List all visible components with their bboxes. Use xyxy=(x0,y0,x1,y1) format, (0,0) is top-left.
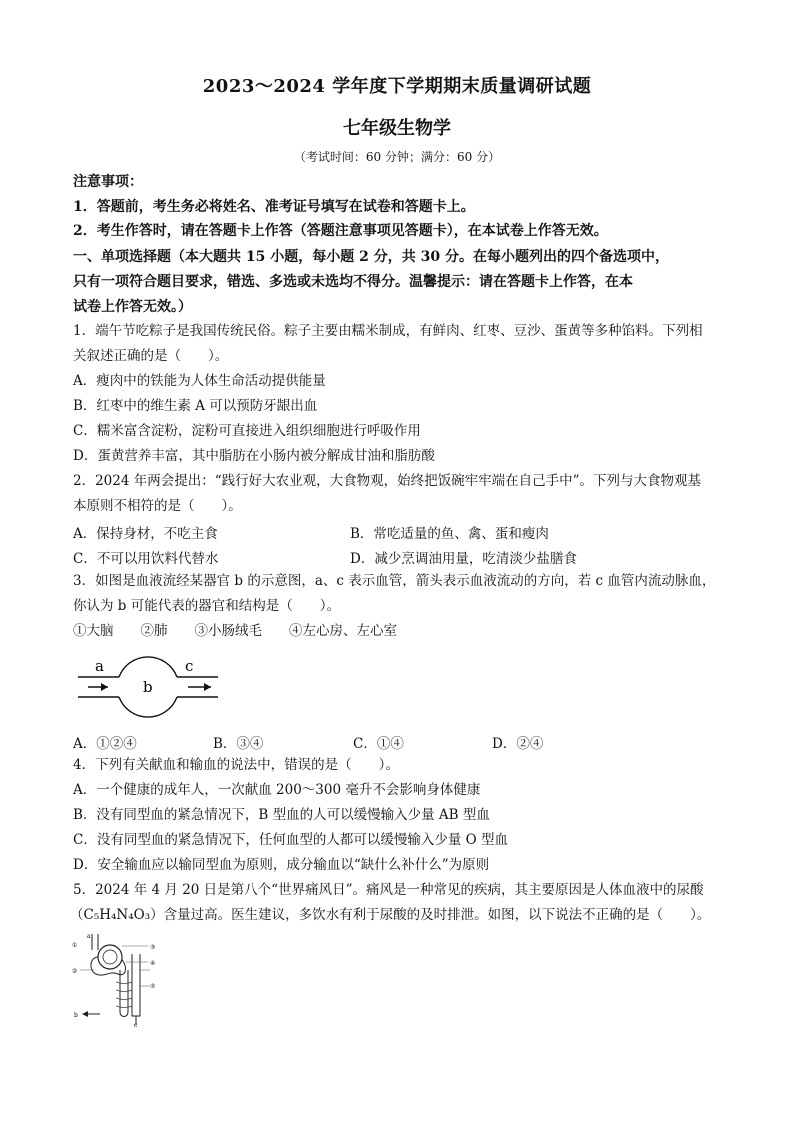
q2-option-b: B．常吃适量的鱼、禽、蛋和瘦肉 xyxy=(350,526,549,542)
q1-option-d: D．蛋黄营养丰富，其中脂肪在小肠内被分解成甘油和脂肪酸 xyxy=(73,448,435,464)
q3-stem: 3．如图是血液流经某器官 b 的示意图，a、c 表示血管，箭头表示血液流动的方向，若 c 血管内流动脉血， xyxy=(73,573,716,589)
notes-heading: 注意事项： xyxy=(73,174,143,190)
q3-option-a: A．①②④ xyxy=(73,736,137,752)
q3-choices: ①大脑 ②肺 ③小肠绒毛 ④左心房、左心室 xyxy=(73,623,397,639)
q4-stem: 4．下列有关献血和输血的说法中，错误的是（ ）。 xyxy=(73,757,399,773)
exam-subtitle: 七年级生物学 xyxy=(343,118,451,139)
q3-option-d: D．②④ xyxy=(492,736,544,752)
nephron-label: ③ xyxy=(150,944,156,951)
q3-stem: 你认为 b 可能代表的器官和结构是（ ）。 xyxy=(73,598,340,614)
q2-option-a: A．保持身材，不吃主食 xyxy=(73,526,218,542)
q3-option-b: B．③④ xyxy=(213,736,264,752)
q3-blood-flow-diagram xyxy=(73,652,223,724)
nephron-label: c xyxy=(134,1022,138,1028)
exam-title: 2023～2024 学年度下学期期末质量调研试题 xyxy=(202,76,592,97)
q2-stem: 2．2024 年两会提出：“践行好大农业观，大食物观，始终把饭碗牢牢端在自己手中”。下列与大食物观基 xyxy=(73,473,702,489)
q4-option-d: D．安全输血应以输同型血为原则，成分输血以“缺什么补什么”为原则 xyxy=(73,857,490,873)
q1-option-c: C．糯米富含淀粉，淀粉可直接进入组织细胞进行呼吸作用 xyxy=(73,423,421,439)
q3-option-c: C．①④ xyxy=(353,736,404,752)
label-b: b xyxy=(143,678,153,696)
notes-item: 1．答题前，考生务必将姓名、准考证号填写在试卷和答题卡上。 xyxy=(73,199,475,215)
q1-stem: 1．端午节吃粽子是我国传统民俗。粽子主要由糯米制成，有鲜肉、红枣、豆沙、蛋黄等多种馅料。下列相 xyxy=(73,323,703,339)
label-c: c xyxy=(185,657,194,675)
nephron-label: ④ xyxy=(150,960,156,967)
q2-stem: 本原则不相符的是（ ）。 xyxy=(73,498,242,514)
q1-option-b: B．红枣中的维生素 A 可以预防牙龈出血 xyxy=(73,398,318,414)
section1-instruction: 只有一项符合题目要求，错选、多选或未选均不得分。温馨提示：请在答题卡上作答，在本 xyxy=(73,274,633,290)
q4-option-a: A．一个健康的成年人，一次献血 200～300 毫升不会影响身体健康 xyxy=(73,782,481,798)
label-a: a xyxy=(95,657,104,675)
q2-option-d: D．减少烹调油用量，吃清淡少盐膳食 xyxy=(350,551,577,567)
q1-stem: 关叙述正确的是（ ）。 xyxy=(73,348,229,364)
notes-item: 2．考生作答时，请在答题卡上作答（答题注意事项见答题卡），在本试卷上作答无效。 xyxy=(73,223,608,239)
q5-stem: 5．2024 年 4 月 20 日是第八个“世界痛风日”。痛风是一种常见的疾病，其主要原因是人体血液中的尿酸 xyxy=(73,882,704,898)
nephron-label: a xyxy=(87,933,91,940)
q4-option-c: C．没有同型血的紧急情况下，任何血型的人都可以缓慢输入少量 O 型血 xyxy=(73,832,508,848)
q4-option-b: B．没有同型血的紧急情况下，B 型血的人可以缓慢输入少量 AB 型血 xyxy=(73,807,490,823)
q2-option-c: C．不可以用饮料代替水 xyxy=(73,551,219,567)
section1-instruction: 一、单项选择题（本大题共 15 小题，每小题 2 分，共 30 分。在每小题列出的四个备选项中， xyxy=(73,249,669,265)
q1-option-a: A．瘦肉中的铁能为人体生命活动提供能量 xyxy=(73,373,326,389)
q5-nephron-diagram xyxy=(70,930,165,1028)
nephron-label: ⑤ xyxy=(150,983,156,990)
section1-instruction: 试卷上作答无效。） xyxy=(73,299,192,315)
q5-stem: （C₅H₄N₄O₃）含量过高。医生建议，多饮水有利于尿酸的及时排泄。如图，以下说法不正确的是（ ）。 xyxy=(70,907,711,923)
nephron-label: b xyxy=(74,1012,78,1019)
nephron-label: ① xyxy=(72,942,78,949)
exam-info: （考试时间：60 分钟；满分：60 分） xyxy=(293,150,501,164)
nephron-label: ② xyxy=(72,968,78,975)
